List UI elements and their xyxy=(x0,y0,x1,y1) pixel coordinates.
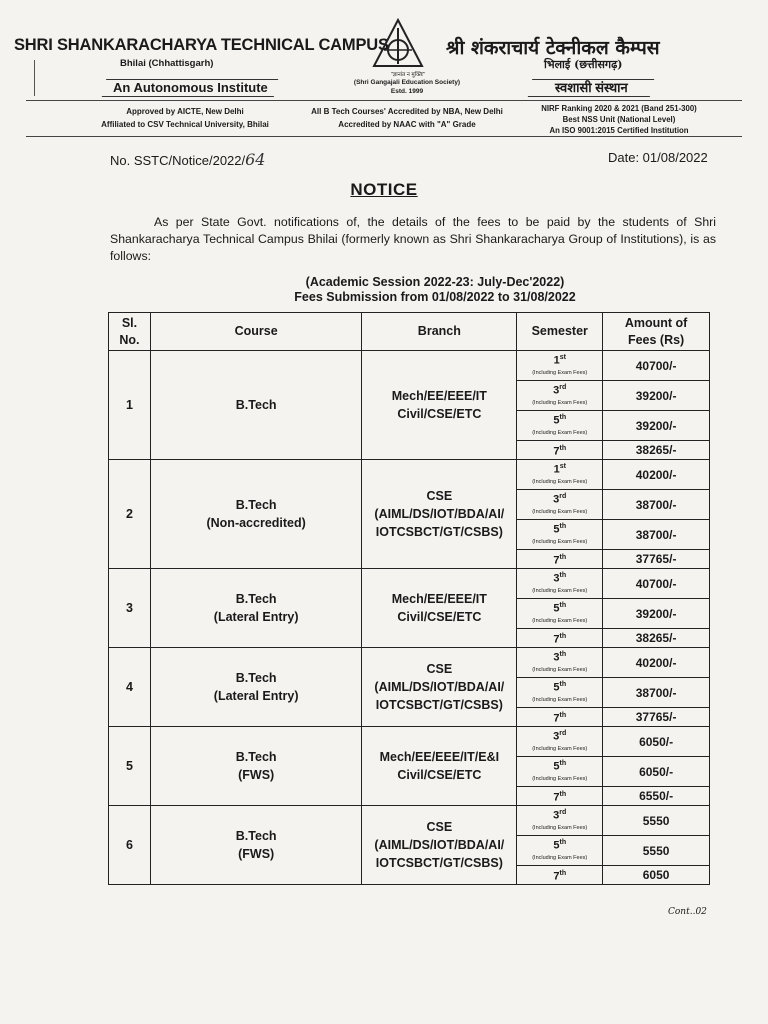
semester-suffix: th xyxy=(559,681,567,689)
cell-semester xyxy=(517,727,603,757)
semester-suffix: rd xyxy=(559,809,567,817)
course-text: (FWS) xyxy=(238,847,275,861)
cell-amount: 40700/- xyxy=(603,569,710,599)
course-text: (Non-accredited) xyxy=(206,516,306,530)
semester-suffix: rd xyxy=(559,384,567,392)
branch-text: IOTCSBCT/GT/CSBS) xyxy=(375,698,503,712)
course-text: (Lateral Entry) xyxy=(213,689,299,703)
institute-logo-icon xyxy=(372,18,424,70)
cell-amount: 39200/- xyxy=(603,381,710,411)
branch-text: IOTCSBCT/GT/CSBS) xyxy=(375,525,503,539)
header-branch: Branch xyxy=(362,313,517,351)
cell-amount: 37765/- xyxy=(603,550,710,569)
cell-amount: 6050/- xyxy=(603,727,710,757)
branch-text: Civil/CSE/ETC xyxy=(397,610,482,624)
nba-accreditation: All B Tech Courses' Accredited by NBA, New Delhi xyxy=(311,107,503,116)
semester-number: 3 xyxy=(553,809,560,822)
semester-suffix: th xyxy=(559,790,567,798)
semester-number: 5 xyxy=(553,839,560,852)
fee-table xyxy=(108,312,710,885)
semester-number: 5 xyxy=(553,602,560,615)
semester-number: 5 xyxy=(553,414,560,427)
semester-suffix: th xyxy=(559,572,567,580)
course-text: (FWS) xyxy=(238,768,275,782)
cell-amount: 5550 xyxy=(603,806,710,836)
semester-suffix: th xyxy=(559,602,567,610)
cell-sl-no: 4 xyxy=(109,648,151,727)
branch-text: CSE xyxy=(426,820,453,834)
cell-semester xyxy=(517,678,603,708)
iso-certification: An ISO 9001:2015 Certified Institution xyxy=(549,126,689,135)
cell-course xyxy=(150,806,361,885)
semester-number: 1 xyxy=(553,463,560,476)
cell-semester xyxy=(517,411,603,441)
branch-text: Civil/CSE/ETC xyxy=(397,407,482,421)
ranking-info xyxy=(526,103,712,136)
semester-number: 5 xyxy=(553,681,560,694)
semester-number: 7 xyxy=(553,554,560,567)
notice-body: As per State Govt. notifications of, the details of the fees to be paid by the students of Shri Shankaracharya Technical Campus Bhilai (formerly known as Shri Shankaracharya Group of Institutions), is as follows: xyxy=(110,215,716,263)
semester-number: 3 xyxy=(553,493,560,506)
cell-branch xyxy=(362,460,517,569)
table-header-row xyxy=(109,313,710,351)
branch-text: CSE xyxy=(426,662,453,676)
table-row xyxy=(109,648,710,678)
table-row xyxy=(109,351,710,381)
course-text: B.Tech xyxy=(235,829,277,843)
society-info xyxy=(336,78,478,96)
cell-semester xyxy=(517,806,603,836)
cell-course xyxy=(150,460,361,569)
notice-date: Date: 01/08/2022 xyxy=(608,150,708,165)
exam-fee-note: (Including Exam Fees) xyxy=(532,666,588,673)
semester-number: 5 xyxy=(553,760,560,773)
course-text: B.Tech xyxy=(235,750,277,764)
cell-sl-no: 2 xyxy=(109,460,151,569)
cell-sl-no: 1 xyxy=(109,351,151,460)
cell-course xyxy=(150,648,361,727)
table-row xyxy=(109,727,710,757)
header-course: Course xyxy=(150,313,361,351)
branch-text: IOTCSBCT/GT/CSBS) xyxy=(375,856,503,870)
nirf-ranking: NIRF Ranking 2020 & 2021 (Band 251-300) xyxy=(541,104,697,113)
semester-number: 1 xyxy=(553,354,560,367)
cell-amount: 38265/- xyxy=(603,441,710,460)
notice-reference xyxy=(110,150,265,169)
semester-number: 7 xyxy=(553,633,560,646)
course-text: B.Tech xyxy=(235,671,277,685)
semester-suffix: rd xyxy=(559,730,567,738)
cell-amount: 39200/- xyxy=(603,411,710,441)
cell-branch xyxy=(362,727,517,806)
branch-text: Mech/EE/EEE/IT xyxy=(391,592,487,606)
semester-suffix: th xyxy=(559,760,567,768)
exam-fee-note: (Including Exam Fees) xyxy=(532,824,588,831)
cell-amount: 5550 xyxy=(603,836,710,866)
affiliation-line: Affiliated to CSV Technical University, Bhilai xyxy=(101,120,269,129)
cell-branch xyxy=(362,806,517,885)
branch-text: (AIML/DS/IOT/BDA/AI/ xyxy=(374,838,505,852)
course-text: B.Tech xyxy=(235,592,277,606)
cell-amount: 40700/- xyxy=(603,351,710,381)
naac-accreditation: Accredited by NAAC with "A" Grade xyxy=(338,120,476,129)
cell-branch xyxy=(362,648,517,727)
semester-suffix: th xyxy=(559,414,567,422)
cell-course xyxy=(150,727,361,806)
cell-amount: 40200/- xyxy=(603,460,710,490)
semester-suffix: rd xyxy=(559,493,567,501)
submission-period: Fees Submission from 01/08/2022 to 31/08/2022 xyxy=(294,290,576,304)
course-text: B.Tech xyxy=(235,398,277,412)
semester-number: 7 xyxy=(553,445,560,458)
exam-fee-note: (Including Exam Fees) xyxy=(532,745,588,752)
exam-fee-note: (Including Exam Fees) xyxy=(532,617,588,624)
cell-semester xyxy=(517,460,603,490)
institute-name-hindi: श्री शंकराचार्य टेक्नीकल कैम्पस xyxy=(446,37,660,59)
header-divider xyxy=(34,60,35,96)
institute-location-english: Bhilai (Chhattisgarh) xyxy=(120,58,214,69)
header-semester: Semester xyxy=(517,313,603,351)
branch-text: (AIML/DS/IOT/BDA/AI/ xyxy=(374,507,505,521)
cell-semester xyxy=(517,866,603,885)
header-rule xyxy=(26,100,742,101)
exam-fee-note: (Including Exam Fees) xyxy=(532,478,588,485)
cell-semester xyxy=(517,550,603,569)
cell-amount: 38265/- xyxy=(603,629,710,648)
semester-suffix: th xyxy=(559,839,567,847)
cell-course xyxy=(150,351,361,460)
exam-fee-note: (Including Exam Fees) xyxy=(532,775,588,782)
exam-fee-note: (Including Exam Fees) xyxy=(532,696,588,703)
academic-session: (Academic Session 2022-23: July-Dec'2022) xyxy=(305,275,565,289)
table-row xyxy=(109,806,710,836)
approval-info xyxy=(80,105,290,131)
course-text: B.Tech xyxy=(235,498,277,512)
accreditation-info xyxy=(302,105,512,131)
cell-semester xyxy=(517,490,603,520)
cell-branch xyxy=(362,569,517,648)
semester-number: 5 xyxy=(553,523,560,536)
header-amount: Amount of Fees (Rs) xyxy=(603,313,710,351)
session-info xyxy=(0,275,768,305)
cell-semester xyxy=(517,787,603,806)
institute-location-hindi: भिलाई (छत्तीसगढ़) xyxy=(544,58,623,71)
society-name: (Shri Gangajali Education Society) xyxy=(353,79,461,86)
semester-number: 7 xyxy=(553,791,560,804)
cell-course xyxy=(150,569,361,648)
semester-number: 3 xyxy=(553,730,560,743)
cell-semester xyxy=(517,708,603,727)
logo-motto: "ज्ञानांत न मुक्तिः" xyxy=(390,72,426,78)
reference-number: 64 xyxy=(245,150,266,169)
cell-amount: 39200/- xyxy=(603,599,710,629)
cell-amount: 6550/- xyxy=(603,787,710,806)
header-bottom-rule xyxy=(26,136,742,137)
semester-number: 3 xyxy=(553,651,560,664)
cell-sl-no: 5 xyxy=(109,727,151,806)
branch-text: CSE xyxy=(426,489,453,503)
semester-suffix: th xyxy=(559,523,567,531)
cell-semester xyxy=(517,836,603,866)
header-sl-no: Sl. No. xyxy=(109,313,151,351)
institute-name-english: SHRI SHANKARACHARYA TECHNICAL CAMPUS xyxy=(14,36,389,54)
exam-fee-note: (Including Exam Fees) xyxy=(532,508,588,515)
cell-semester xyxy=(517,648,603,678)
continuation-note: Cont..02 xyxy=(668,907,707,917)
exam-fee-note: (Including Exam Fees) xyxy=(532,854,588,861)
semester-suffix: st xyxy=(559,463,566,471)
cell-amount: 37765/- xyxy=(603,708,710,727)
establishment-year: Estd. 1999 xyxy=(390,88,424,95)
semester-number: 3 xyxy=(553,572,560,585)
cell-amount: 38700/- xyxy=(603,490,710,520)
semester-number: 3 xyxy=(553,384,560,397)
reference-prefix: No. SSTC/Notice/2022/ xyxy=(110,153,246,168)
cell-branch xyxy=(362,351,517,460)
cell-semester xyxy=(517,351,603,381)
semester-suffix: th xyxy=(559,711,567,719)
cell-amount: 6050/- xyxy=(603,757,710,787)
exam-fee-note: (Including Exam Fees) xyxy=(532,538,588,545)
cell-semester xyxy=(517,569,603,599)
table-row xyxy=(109,569,710,599)
cell-semester xyxy=(517,629,603,648)
nss-award: Best NSS Unit (National Level) xyxy=(562,115,676,124)
autonomous-tagline-hindi: स्वशासी संस्थान xyxy=(528,79,654,97)
exam-fee-note: (Including Exam Fees) xyxy=(532,587,588,594)
cell-sl-no: 6 xyxy=(109,806,151,885)
semester-number: 7 xyxy=(553,712,560,725)
semester-suffix: st xyxy=(559,354,566,362)
cell-semester xyxy=(517,520,603,550)
exam-fee-note: (Including Exam Fees) xyxy=(532,399,588,406)
cell-amount: 38700/- xyxy=(603,520,710,550)
cell-semester xyxy=(517,381,603,411)
semester-number: 7 xyxy=(553,870,560,883)
cell-semester xyxy=(517,599,603,629)
cell-amount: 6050 xyxy=(603,866,710,885)
cell-amount: 40200/- xyxy=(603,648,710,678)
semester-suffix: th xyxy=(559,632,567,640)
branch-text: Civil/CSE/ETC xyxy=(397,768,482,782)
notice-heading: NOTICE xyxy=(350,180,418,199)
approval-line: Approved by AICTE, New Delhi xyxy=(126,107,244,116)
exam-fee-note: (Including Exam Fees) xyxy=(532,429,588,436)
branch-text: Mech/EE/EEE/IT/E&I xyxy=(379,750,500,764)
exam-fee-note: (Including Exam Fees) xyxy=(532,369,588,376)
semester-suffix: th xyxy=(559,869,567,877)
semester-suffix: th xyxy=(559,444,567,452)
cell-amount: 38700/- xyxy=(603,678,710,708)
branch-text: Mech/EE/EEE/IT xyxy=(391,389,487,403)
table-row xyxy=(109,460,710,490)
semester-suffix: th xyxy=(559,651,567,659)
cell-semester xyxy=(517,757,603,787)
course-text: (Lateral Entry) xyxy=(213,610,299,624)
branch-text: (AIML/DS/IOT/BDA/AI/ xyxy=(374,680,505,694)
cell-semester xyxy=(517,441,603,460)
semester-suffix: th xyxy=(559,553,567,561)
cell-sl-no: 3 xyxy=(109,569,151,648)
autonomous-tagline-english: An Autonomous Institute xyxy=(102,79,278,97)
